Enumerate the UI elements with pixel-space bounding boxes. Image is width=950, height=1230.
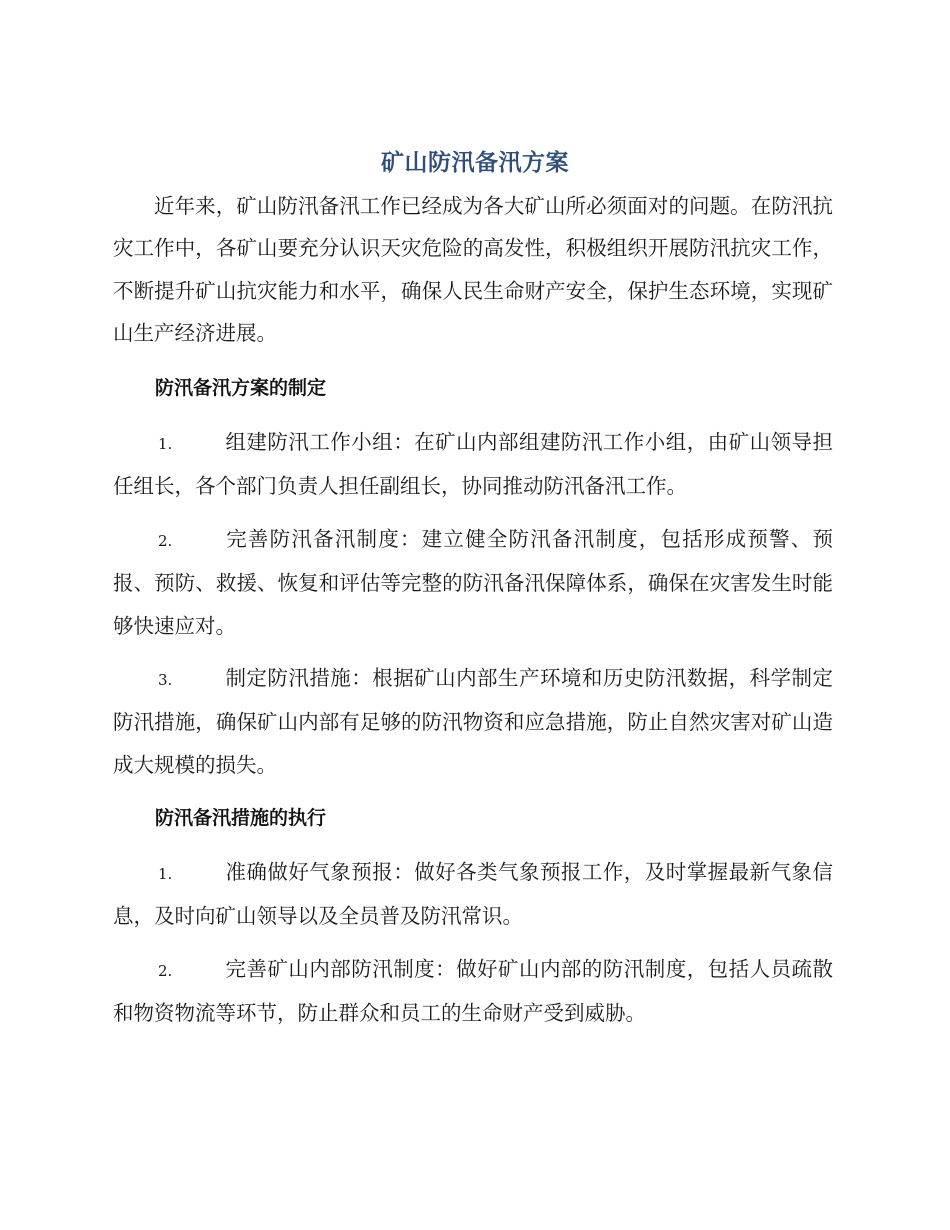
list-item-text: 制定防汛措施：根据矿山内部生产环境和历史防汛数据，科学制定防汛措施，确保矿山内部有足够的防汛物资和应急措施，防止自然灾害对矿山造成大规模的损失。 (113, 666, 833, 777)
section-heading-execution: 防汛备汛措施的执行 (155, 807, 327, 829)
list-item-text: 准确做好气象预报：做好各类气象预报工作，及时掌握最新气象信息，及时向矿山领导以及全员普及防汛常识。 (113, 860, 833, 929)
list-item-number: 1. (158, 435, 173, 453)
list-item (113, 518, 833, 647)
document-title: 矿山防汛备汛方案 (381, 150, 569, 176)
list-item (113, 851, 833, 938)
list-item-number: 2. (158, 962, 173, 980)
list-item-text: 完善防汛备汛制度：建立健全防汛备汛制度，包括形成预警、预报、预防、救援、恢复和评估等完整的防汛备汛保障体系，确保在灾害发生时能够快速应对。 (113, 527, 833, 638)
section-heading-plan: 防汛备汛方案的制定 (155, 377, 327, 399)
list-item-text: 组建防汛工作小组：在矿山内部组建防汛工作小组，由矿山领导担任组长，各个部门负责人担任副组长，协同推动防汛备汛工作。 (113, 430, 833, 499)
list-item (113, 948, 833, 1035)
list-item (113, 657, 833, 786)
list-item (113, 421, 833, 508)
intro-paragraph: 近年来，矿山防汛备汛工作已经成为各大矿山所必须面对的问题。在防汛抗灾工作中，各矿山要充分认识天灾危险的高发性，积极组织开展防汛抗灾工作，不断提升矿山抗灾能力和水平，确保人民生命财产安全，保护生态环境，实现矿山生产经济进展。 (113, 194, 833, 345)
list-item-number: 2. (158, 532, 173, 550)
list-item-text: 完善矿山内部防汛制度：做好矿山内部的防汛制度，包括人员疏散和物资物流等环节，防止群众和员工的生命财产受到威胁。 (113, 957, 833, 1026)
list-item-number: 1. (158, 865, 173, 883)
list-item-number: 3. (158, 671, 173, 689)
